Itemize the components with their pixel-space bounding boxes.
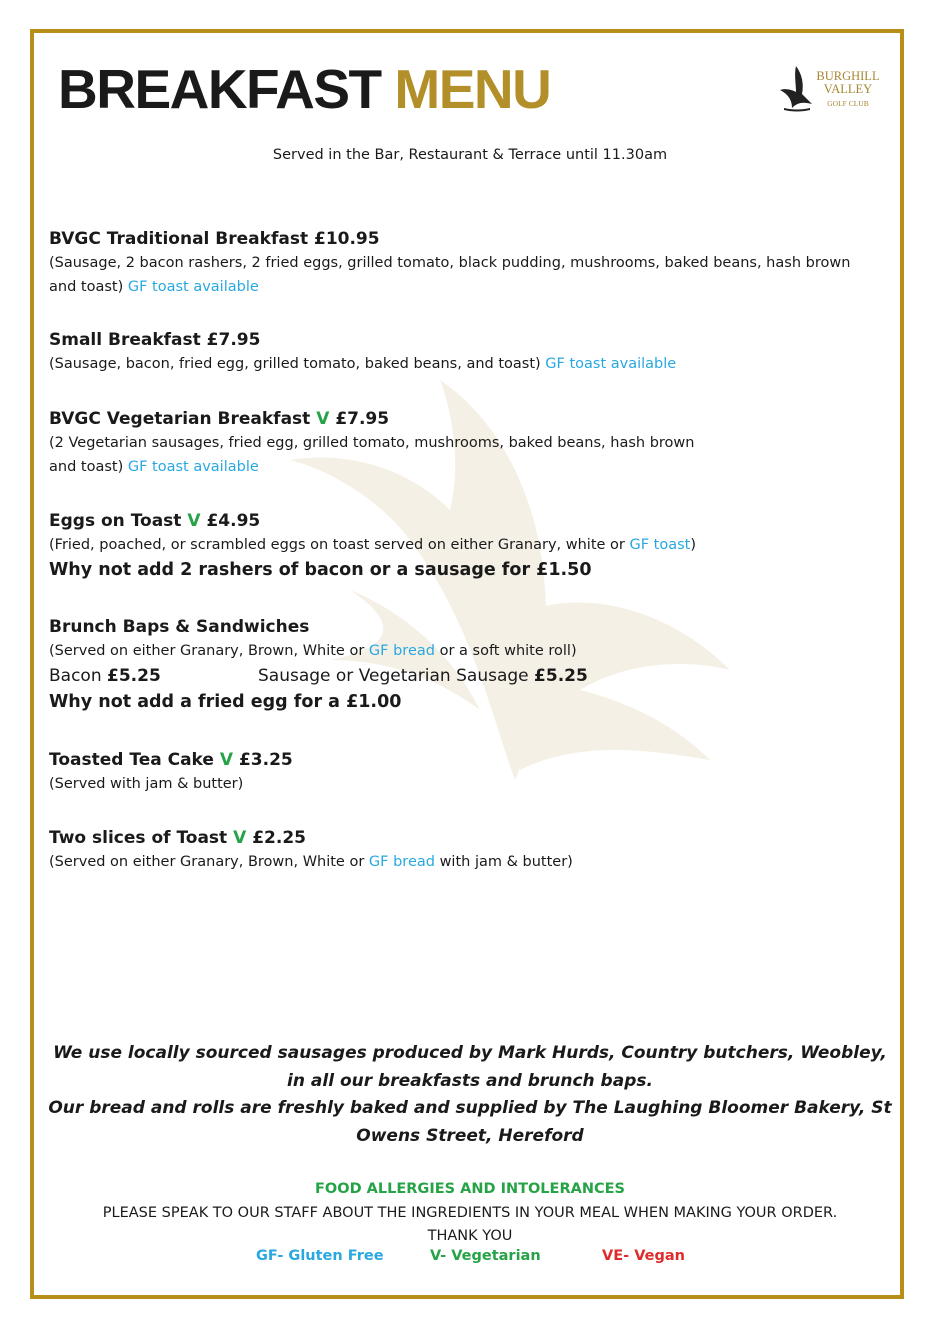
item-description: (Served with jam & butter) [49,776,244,792]
vegetarian-mark: V [219,750,234,770]
menu-item-small [49,328,869,376]
thank-you: THANK YOU [427,1228,513,1244]
item-name: Two slices of Toast V £2.25 [49,828,306,848]
menu-item-eggs-on-toast [49,509,869,583]
gf-note: GF toast [629,537,691,553]
bacon-price: Bacon £5.25 [49,666,161,686]
menu-item-toast [49,826,869,874]
service-note: Served in the Bar, Restaurant & Terrace until 11.30am [272,147,668,163]
item-description: (2 Vegetarian sausages, fried egg, grilled tomato, mushrooms, baked beans, hash brown and toast) GF toast available [49,435,695,475]
logo-line-1: BURGHILL [816,69,880,83]
vegetarian-mark: V [233,828,247,848]
menu-item-brunch [49,615,869,715]
item-description: (Served on either Granary, Brown, White or GF bread or a soft white roll) [49,643,577,659]
item-description: (Sausage, bacon, fried egg, grilled tomato, baked beans, and toast) GF toast available [49,356,677,372]
item-name: BVGC Traditional Breakfast £10.95 [49,229,380,249]
legend-gluten-free: GF- Gluten Free [256,1248,384,1264]
item-name: Small Breakfast £7.95 [49,330,261,350]
legend-vegan: VE- Vegan [602,1248,685,1264]
item-name: Toasted Tea Cake V £3.25 [49,750,293,770]
sausage-price: Sausage or Vegetarian Sausage £5.25 [258,666,588,686]
vegetarian-mark: V [316,409,330,429]
club-logo [778,64,888,116]
supplier-note: We use locally sourced sausages produced by Mark Hurds, Country butchers, Weobley, in all our breakfasts and brunch baps. Our bread and rolls are freshly baked and supplied by The Laughing Bloomer Bakery, St Owens Street, Hereford [48,1043,892,1146]
gf-note: GF toast available [127,459,259,475]
menu-item-tea-cake [49,748,869,796]
allergy-text: PLEASE SPEAK TO OUR STAFF ABOUT THE INGREDIENTS IN YOUR MEAL WHEN MAKING YOUR ORDER. [102,1204,838,1221]
addon-offer: Why not add 2 rashers of bacon or a sausage for £1.50 [49,560,592,580]
brunch-prices [49,663,869,689]
logo-line-2: VALLEY [823,82,873,96]
legend-vegetarian: V- Vegetarian [430,1248,541,1264]
menu-item-vegetarian [49,407,869,479]
gf-note: GF bread [368,643,435,659]
vegetarian-mark: V [187,511,201,531]
item-description: (Fried, poached, or scrambled eggs on toast served on either Granary, white or GF toast) [49,537,697,553]
item-name: BVGC Vegetarian Breakfast V £7.95 [49,409,390,429]
item-description: (Served on either Granary, Brown, White or GF bread with jam & butter) [49,854,573,870]
menu-item-traditional [49,227,869,299]
allergy-heading: FOOD ALLERGIES AND INTOLERANCES [315,1181,625,1197]
title-menu: MENU [394,58,551,120]
gf-note: GF bread [368,854,435,870]
gf-note: GF toast available [545,356,677,372]
item-description: (Sausage, 2 bacon rashers, 2 fried eggs, grilled tomato, black pudding, mushrooms, baked beans, hash brown and toast) GF toast available [49,255,851,295]
addon-offer: Why not add a fried egg for a £1.00 [49,692,402,712]
logo-line-3: GOLF CLUB [827,99,869,108]
gf-note: GF toast available [127,279,259,295]
item-name: Eggs on Toast V £4.95 [49,511,261,531]
page-title [58,56,550,122]
item-name: Brunch Baps & Sandwiches [49,617,310,637]
title-breakfast: BREAKFAST [58,58,381,120]
allergy-info [0,1178,940,1249]
